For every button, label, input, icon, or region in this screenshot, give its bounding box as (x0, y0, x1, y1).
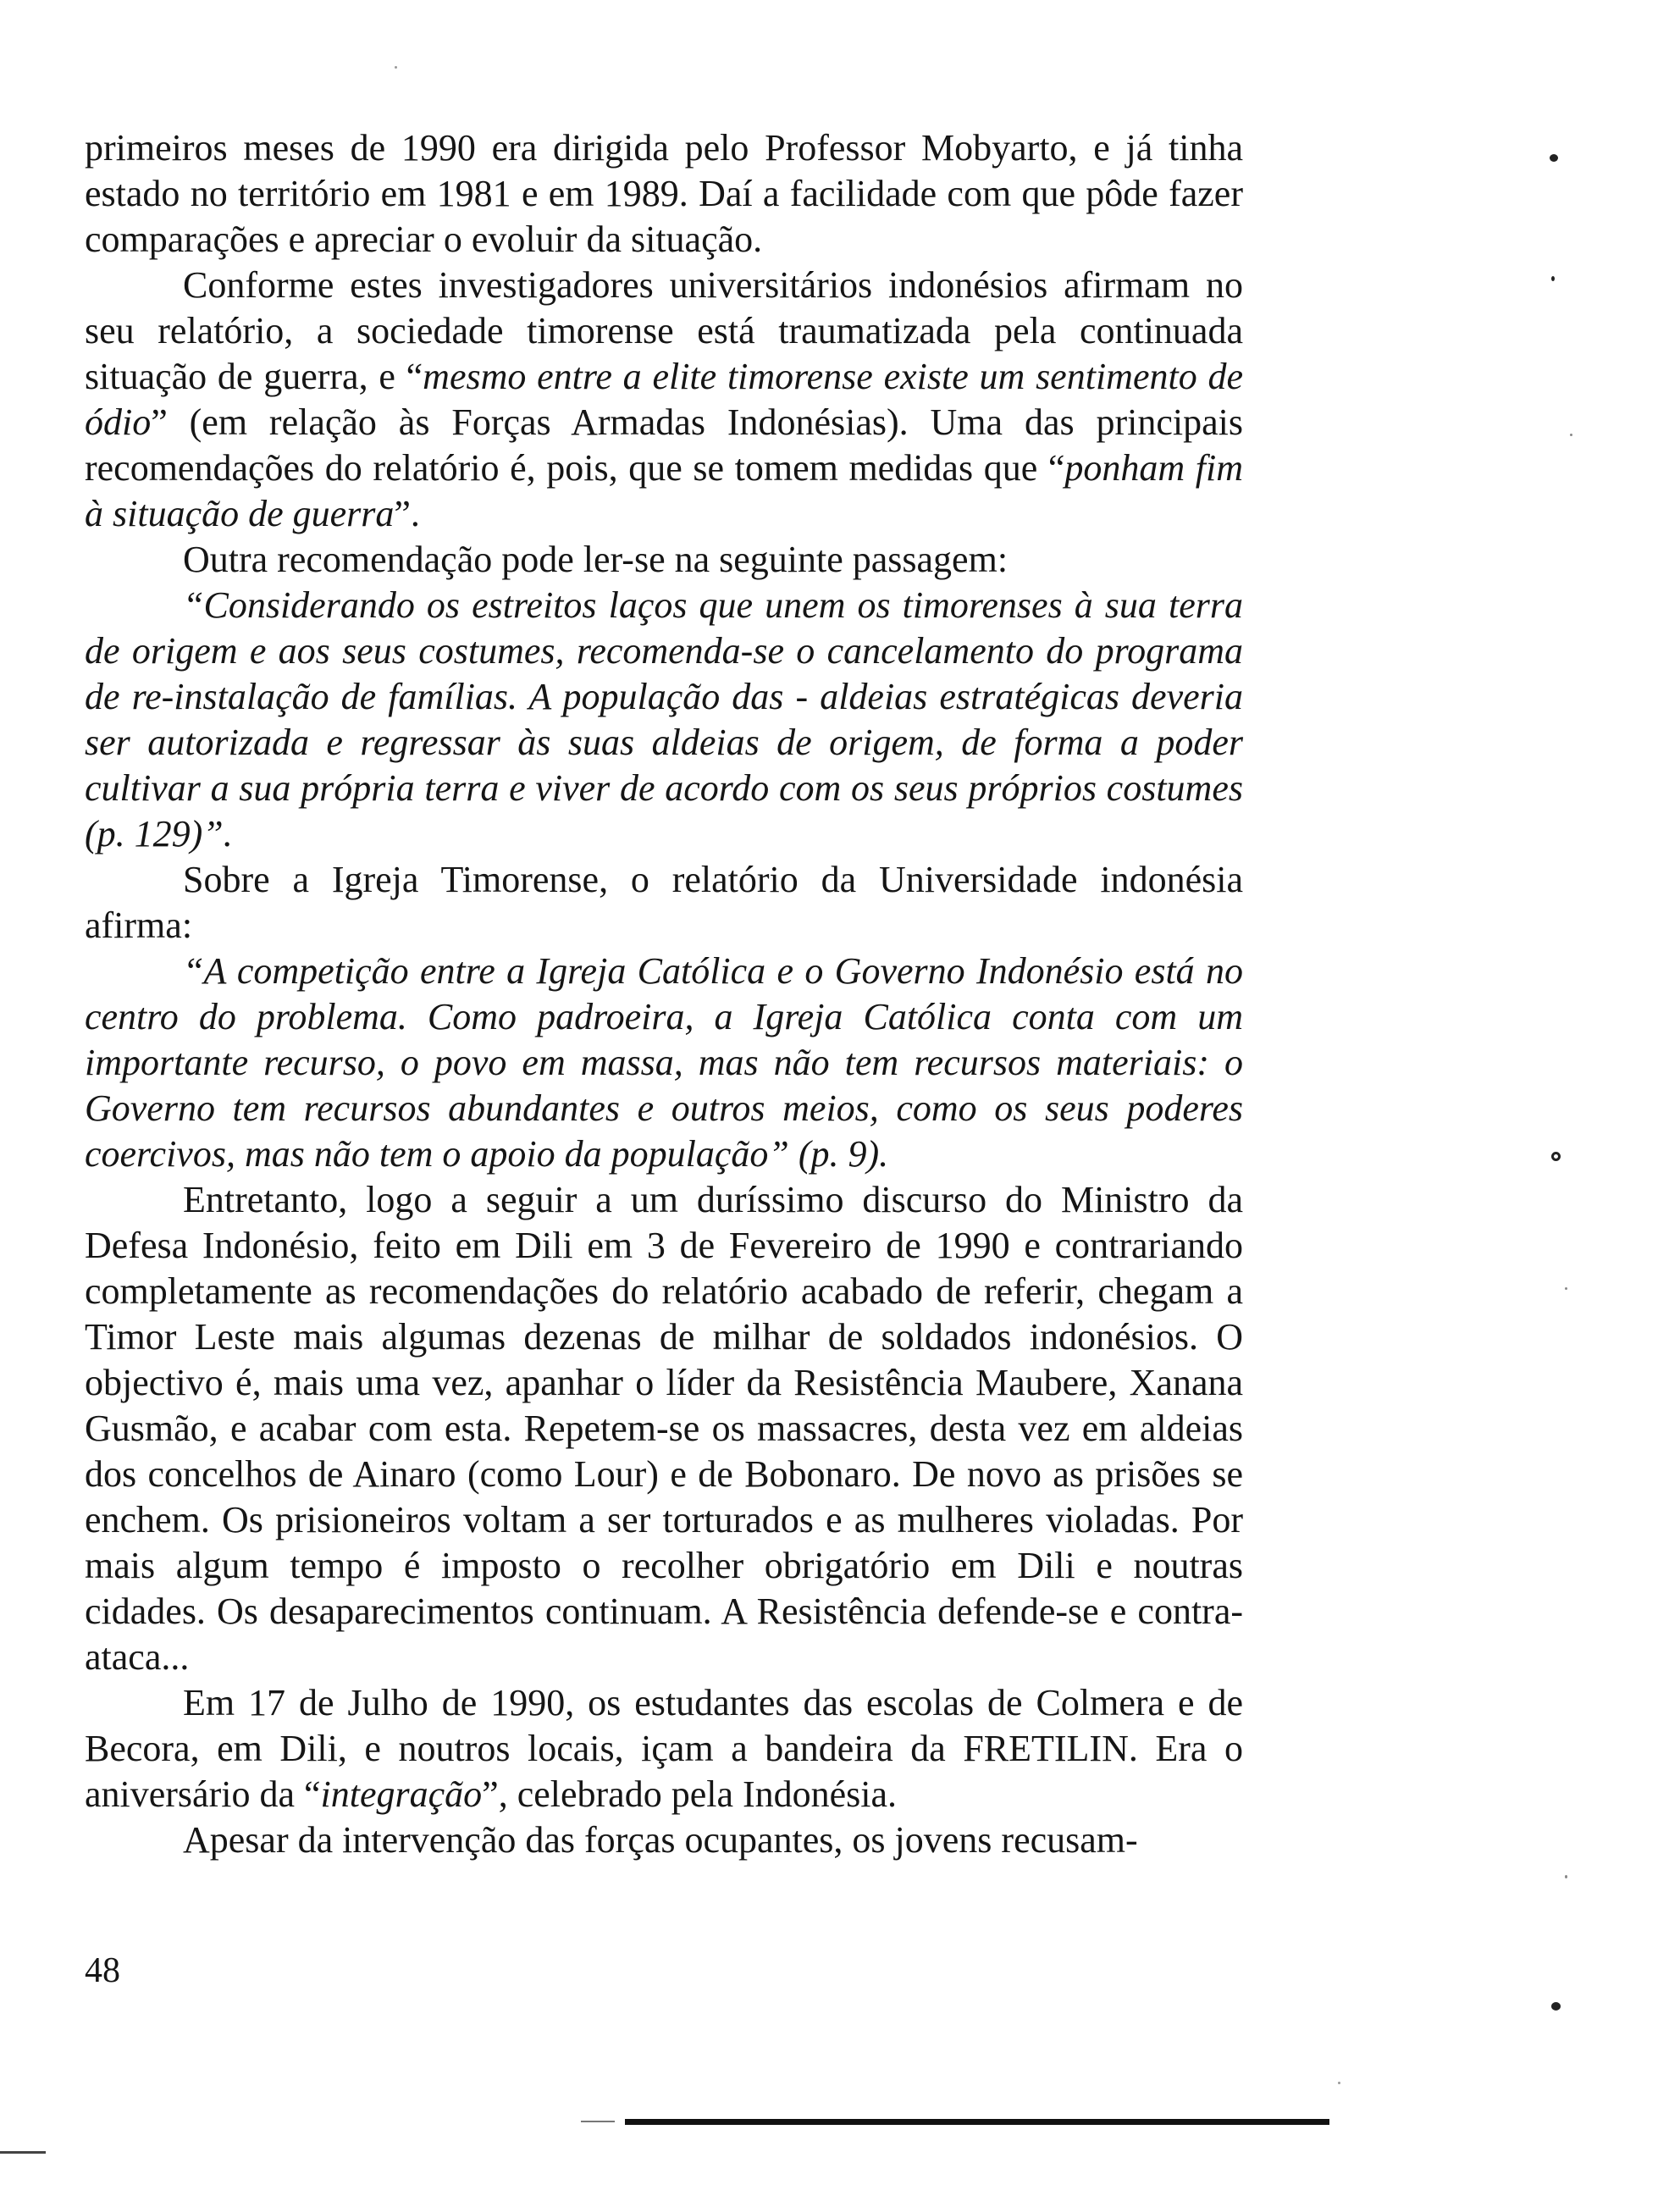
italic-run: “Considerando os estreitos laços que unem os timorenses à sua terra de origem e aos seus costumes, recomenda-se o cancelamento do programa de re-instalação de famílias. A população das - aldeias estratégicas deveria ser autorizada e regressar às suas aldeias de origem, de forma a poder cultivar a sua própria terra e viver de acordo com os seus próprios costumes (p. 129)”. (85, 584, 1243, 855)
scan-speck (1565, 1287, 1567, 1290)
scan-speck (395, 66, 397, 69)
scan-speck (1338, 2082, 1340, 2084)
scan-speck (1550, 154, 1558, 162)
italic-run: mesmo entre a elite timorense existe um sentimento de ódio (85, 356, 1243, 443)
italic-run: ponham fim à situação de guerra (85, 447, 1243, 534)
scan-speck (1551, 276, 1555, 281)
italic-run: “A competição entre a Igreja Católica e o Governo Indonésio está no centro do problema. Como padroeira, a Igreja Católica conta com um importante recurso, o povo em massa, mas não tem recursos materiais: o Governo tem recursos abundantes e outros meios, como os seus poderes coercivos, mas não tem o apoio da população” (p. 9). (85, 950, 1243, 1175)
paragraph (85, 1817, 1243, 1863)
block-quote (85, 949, 1243, 1177)
italic-run: integração (320, 1773, 483, 1815)
paragraph (85, 263, 1243, 537)
text-run: Em 17 de Julho de 1990, os estudantes das escolas de Colmera e de Becora, em Dili, e noutros locais, içam a bandeira da FRETILIN. Era o aniversário da “ (85, 1682, 1243, 1815)
paragraph (85, 857, 1243, 949)
scan-speck (1551, 1152, 1561, 1161)
paragraph (85, 1177, 1243, 1680)
text-run: ” (em relação às Forças Armadas Indonésias). Uma das principais recomendações do relatório é, pois, que se tomem medidas que “ (85, 401, 1243, 489)
scan-speck (1551, 2002, 1561, 2011)
scan-speck (1565, 1875, 1567, 1878)
page-number: 48 (85, 1951, 120, 1990)
body-text (85, 125, 1243, 1863)
text-run: ”. (394, 493, 420, 534)
bottom-rule (625, 2119, 1329, 2125)
text-run: primeiros meses de 1990 era dirigida pelo Professor Mobyarto, e já tinha estado no território em 1981 e em 1989. Daí a facilidade com que pôde fazer comparações e apreciar o evoluir da situação. (85, 127, 1243, 260)
block-quote (85, 583, 1243, 857)
paragraph (85, 1680, 1243, 1817)
text-run: Outra recomendação pode ler-se na seguinte passagem: (183, 539, 1009, 580)
scan-dash (581, 2121, 615, 2122)
scan-speck (1570, 434, 1572, 436)
text-run: ”, celebrado pela Indonésia. (482, 1773, 898, 1815)
text-run: Apesar da intervenção das forças ocupantes, os jovens recusam- (183, 1819, 1138, 1861)
paragraph (85, 537, 1243, 583)
text-run: Entretanto, logo a seguir a um duríssimo discurso do Ministro da Defesa Indonésio, feito em Dili em 3 de Fevereiro de 1990 e contrariando completamente as recomendações do relatório acabado de referir, chegam a Timor Leste mais algumas dezenas de milhar de soldados indonésios. O objectivo é, mais uma vez, apanhar o líder da Resistência Maubere, Xanana Gusmão, e acabar com esta. Repetem-se os massacres, desta vez em aldeias dos concelhos de Ainaro (como Lour) e de Bobonaro. De novo as prisões se enchem. Os prisioneiros voltam a ser torturados e as mulheres violadas. Por mais algum tempo é imposto o recolher obrigatório em Dili e noutras cidades. Os desaparecimentos continuam. A Resistência defende-se e contra-ataca... (85, 1179, 1243, 1678)
paragraph (85, 125, 1243, 263)
text-run: Conforme estes investigadores universitários indonésios afirmam no seu relatório, a sociedade timorense está traumatizada pela continuada situação de guerra, e “ (85, 264, 1243, 397)
scan-edge-mark (0, 2151, 46, 2154)
text-run: Sobre a Igreja Timorense, o relatório da Universidade indonésia afirma: (85, 859, 1243, 946)
